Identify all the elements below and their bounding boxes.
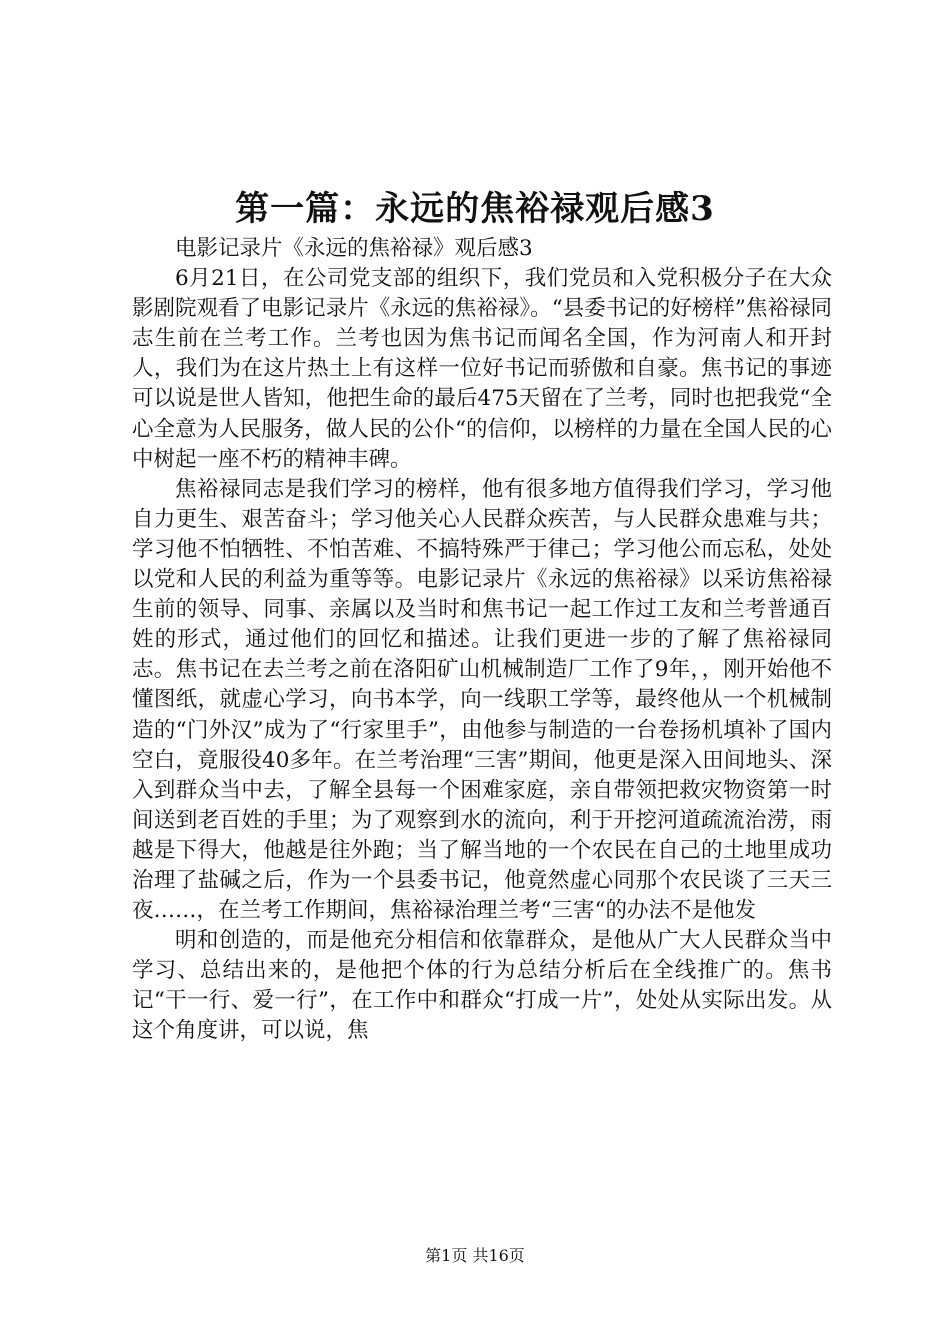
paragraph-subtitle: 电影记录片《永远的焦裕禄》观后感3 — [175, 236, 533, 261]
document-title: 第一篇：永远的焦裕禄观后感3 — [235, 189, 715, 229]
paragraph-3: 明和创造的，而是他充分相信和依靠群众，是他从广大人民群众当中学习、总结出来的，是他把个体的行为总结分析后在全线推广的。焦书记“干一行、爱一行”，在工作中和群众“打成一片”，处处从实际出发。从这个角度讲，可以说，焦 — [132, 928, 832, 1044]
document-body — [132, 234, 832, 1047]
paragraph-1: 6月21日，在公司党支部的组织下，我们党员和入党积极分子在大众影剧院观看了电影记录片《永远的焦裕禄》。“县委书记的好榜样”焦裕禄同志生前在兰考工作。兰考也因为焦书记而闻名全国，作为河南人和开封人，我们为在这片热土上有这样一位好书记而骄傲和自豪。焦书记的事迹可以说是世人皆知，他把生命的最后475天留在了兰考，同时也把我党“全心全意为人民服务，做人民的公仆“的信仰，以榜样的力量在全国人民的心中树起一座不朽的精神丰碑。 — [132, 266, 832, 472]
paragraph-2: 焦裕禄同志是我们学习的榜样，他有很多地方值得我们学习，学习他自力更生、艰苦奋斗；学习他关心人民群众疾苦，与人民群众患难与共；学习他不怕牺牲、不怕苦难、不搞特殊严于律己；学习他公而忘私，处处以党和人民的利益为重等等。电影记录片《永远的焦裕禄》以采访焦裕禄生前的领导、同事、亲属以及当时和焦书记一起工作过工友和兰考普通百姓的形式，通过他们的回忆和描述。让我们更进一步的了解了焦裕禄同志。焦书记在去兰考之前在洛阳矿山机械制造厂工作了9年，，刚开始他不懂图纸，就虚心学习，向书本学，向一线职工学等，最终他从一个机械制造的“门外汉”成为了“行家里手”，由他参与制造的一台卷扬机填补了国内空白，竟服役40多年。在兰考治理“三害”期间，他更是深入田间地头、深入到群众当中去，了解全县每一个困难家庭，亲自带领把救灾物资第一时间送到老百姓的手里；为了观察到水的流向，利于开挖河道疏流治涝，雨越是下得大，他越是往外跑；当了解当地的一个农民在自己的土地里成功治理了盐碱之后，作为一个县委书记，他竟然虚心同那个农民谈了三天三夜……，在兰考工作期间，焦裕禄治理兰考“三害“的办法不是他发 — [132, 476, 832, 924]
page-number-footer: 第1页 共16页 — [425, 1246, 525, 1265]
